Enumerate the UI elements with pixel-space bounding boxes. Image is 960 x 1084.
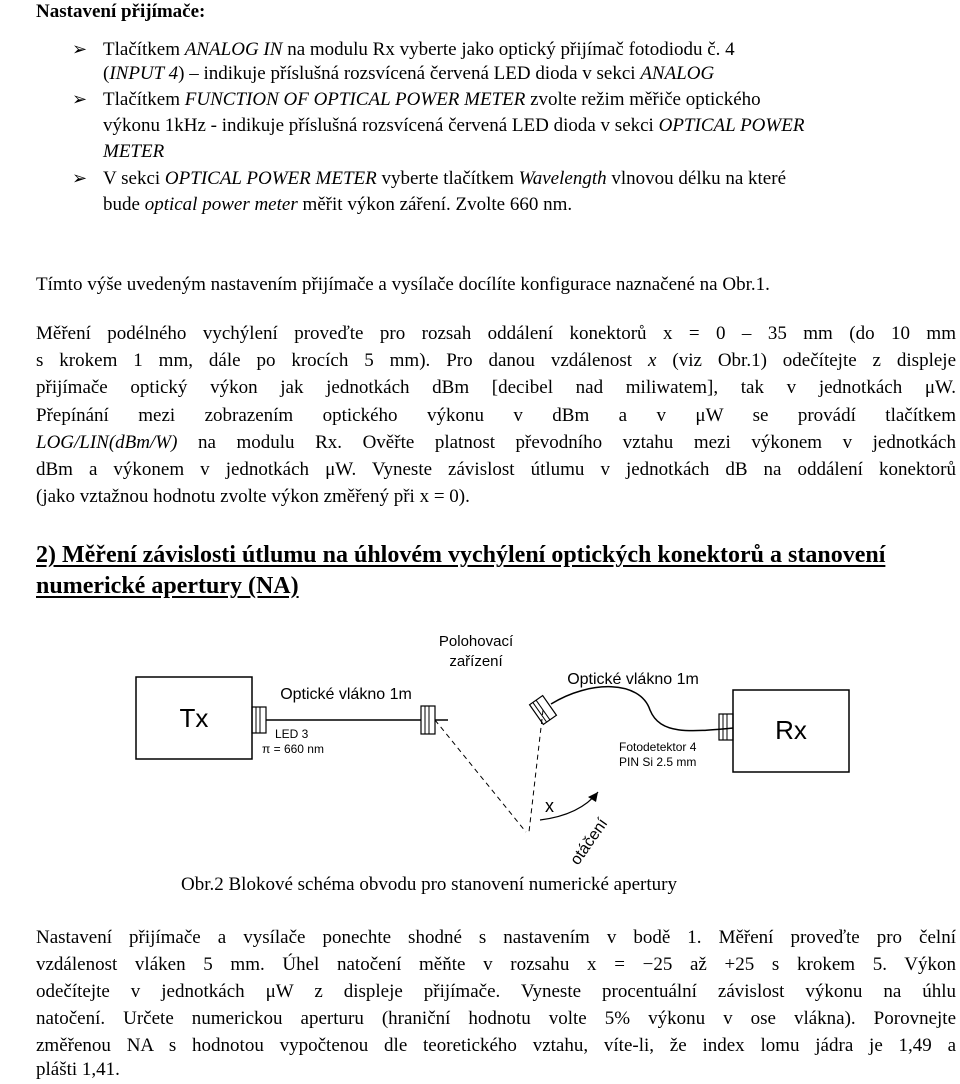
final-line-6: plášti 1,41. <box>36 1059 120 1080</box>
text-run: (viz Obr.1) odečítejte z displeje <box>656 350 957 371</box>
measure-line-6 <box>36 458 956 482</box>
italic-text: x <box>648 350 657 371</box>
text-run: ) – indikuje příslušná rozsvícená červená LED dioda v sekci <box>178 63 641 84</box>
italic-text: ANALOG <box>640 63 715 84</box>
measure-line-1 <box>36 322 956 346</box>
fiber-2-line <box>551 687 733 731</box>
final-line-1: Nastavení přijímače a vysílače ponechte shodné s nastavením v bodě 1. Měření proveďte pro čelní <box>36 927 956 948</box>
bullet-1-line-2 <box>103 62 714 86</box>
text-run: Tlačítkem <box>103 39 185 60</box>
x-label: x <box>545 796 554 816</box>
receiver-settings-heading: Nastavení přijímače: <box>36 1 206 22</box>
rotated-axis <box>529 710 543 832</box>
text-run: Přepínání mezi zobrazením optického výkonu v dBm a v μW se provádí tlačítkem <box>36 405 956 426</box>
bullet-2-line-1 <box>103 88 761 112</box>
bullet-arrow-icon: ➢ <box>72 168 88 189</box>
measure-line-5 <box>36 431 956 455</box>
rx-connector <box>719 714 733 740</box>
tx-connector <box>252 707 266 733</box>
italic-text: OPTICAL POWER METER <box>164 168 377 189</box>
text-run: bude <box>103 194 145 215</box>
text-run: přijímače optický výkon jak jednotkách dBm [decibel nad miliwatem], tak v jednotkách μW. <box>36 377 956 398</box>
led-label-line-2: π = 660 nm <box>262 742 324 756</box>
final-line-2: vzdálenost vláken 5 mm. Úhel natočení měňte v rozsahu x = −25 až +25 s krokem 5. Výkon <box>36 954 956 975</box>
italic-text: ANALOG IN <box>184 39 283 60</box>
positioner-label-line-2: zařízení <box>449 653 503 670</box>
measure-line-7 <box>36 485 470 509</box>
text-run: dBm a výkonem v jednotkách μW. Vyneste závislost útlumu v jednotkách dB na oddálení konektorů <box>36 459 956 480</box>
figure-caption: Obr.2 Blokové schéma obvodu pro stanovení numerické apertury <box>181 874 677 895</box>
italic-text: optical power meter <box>144 194 298 215</box>
positioner-label-line-1: Polohovací <box>438 633 514 650</box>
text-run: Tlačítkem <box>103 89 185 110</box>
text-run: (jako vztažnou hodnotu zvolte výkon změřený při x = 0). <box>36 486 470 507</box>
italic-text: METER <box>103 141 165 162</box>
text-run: zvolte režim měřiče optického <box>525 89 761 110</box>
italic-text: INPUT 4 <box>109 63 179 84</box>
bullet-1-line-1 <box>103 38 735 62</box>
measure-line-3 <box>36 376 956 400</box>
measure-line-4 <box>36 404 956 428</box>
italic-text: FUNCTION OF OPTICAL POWER METER <box>184 89 526 110</box>
section-2-title-line-2: numerické apertury (NA) <box>36 573 299 599</box>
bullet-2-line-3 <box>103 140 164 164</box>
text-run: na modulu Rx. Ověřte platnost převodního vztahu mezi výkonem v jednotkách <box>177 432 956 453</box>
fiber-2-label: Optické vlákno 1m <box>567 671 699 688</box>
final-line-5: změřenou NA s hodnotou vypočtenou dle teoretického vztahu, víte-li, že index lomu jádra je 1,49 a <box>36 1035 956 1056</box>
text-run: Měření podélného vychýlení proveďte pro rozsah oddálení konektorů x = 0 – 35 mm (do 10 mm <box>36 323 956 344</box>
final-line-4: natočení. Určete numerickou aperturu (hraniční hodnotu volte 5% výkonu v ose vlákna). Porovnejte <box>36 1008 956 1029</box>
detector-label-line-1: Fotodetektor 4 <box>619 740 697 754</box>
rotation-label: otáčení <box>567 815 612 869</box>
italic-text: Wavelength <box>518 168 607 189</box>
text-run: výkonu 1kHz - indikuje příslušná rozsvícená červená LED dioda v sekci <box>103 115 659 136</box>
coupling-connector <box>421 706 435 734</box>
reference-axis <box>435 720 526 832</box>
bullet-arrow-icon: ➢ <box>72 89 88 110</box>
bullet-2-line-2 <box>103 114 804 138</box>
detector-label-line-2: PIN Si 2.5 mm <box>619 755 697 769</box>
bullet-arrow-icon: ➢ <box>72 39 88 60</box>
led-label-line-1: LED 3 <box>275 727 309 741</box>
text-run: na modulu Rx vyberte jako optický přijímač fotodiodu č. 4 <box>282 39 735 60</box>
section-2-title-line-1: 2) Měření závislosti útlumu na úhlovém vychýlení optických konektorů a stanovení <box>36 542 886 568</box>
tx-label: Tx <box>179 703 209 733</box>
block-diagram <box>0 620 960 880</box>
italic-text: OPTICAL POWER <box>658 115 805 136</box>
config-paragraph: Tímto výše uvedeným nastavením přijímače a vysílače docílíte konfigurace naznačené na Obr.1. <box>36 274 770 295</box>
text-run: vyberte tlačítkem <box>376 168 519 189</box>
text-run: V sekci <box>103 168 165 189</box>
measure-line-2 <box>36 349 956 373</box>
bullet-3-line-1 <box>103 167 786 191</box>
text-run: vlnovou délku na které <box>606 168 787 189</box>
fiber-1-label: Optické vlákno 1m <box>280 686 412 703</box>
rx-label: Rx <box>775 715 807 745</box>
bullet-3-line-2 <box>103 193 572 217</box>
final-line-3: odečítejte v jednotkách μW z displeje přijímače. Vyneste procentuální závislost výkonu na úhlu <box>36 981 956 1002</box>
text-run: měřit výkon záření. Zvolte 660 nm. <box>297 194 573 215</box>
text-run: s krokem 1 mm, dále po krocích 5 mm). Pro danou vzdálenost <box>36 350 649 371</box>
italic-text: LOG/LIN(dBm/W) <box>36 432 178 453</box>
text-run: ( <box>103 63 110 84</box>
